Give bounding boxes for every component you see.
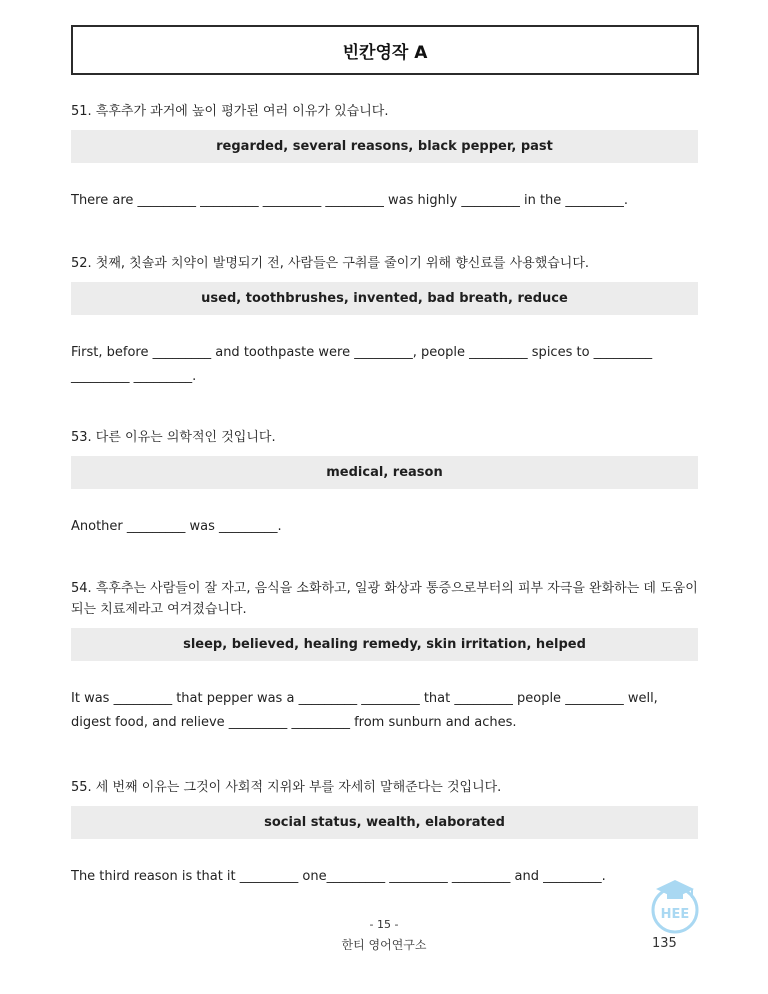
word-hint-box: social status, wealth, elaborated: [71, 806, 698, 839]
answer-sentence: The third reason is that it _________ one_________ _________ _________ and _________.: [71, 869, 606, 884]
answer-sentence: Another _________ was _________.: [71, 519, 282, 534]
question-54: [71, 578, 698, 735]
word-hint-box: used, toothbrushes, invented, bad breath, reduce: [71, 282, 698, 315]
page-number: - 15 -: [369, 918, 399, 931]
question-51: [71, 101, 698, 213]
answer-sentence: There are _________ _________ _________ _________ was highly _________ in the _________.: [71, 193, 629, 208]
question-55: [71, 777, 698, 889]
question-52: [71, 253, 698, 389]
answer-sentence: It was _________ that pepper was a _________ _________ that _________ people _________ well, digest food, and relieve _________ _________ from sunburn and aches.: [71, 691, 658, 730]
answer-sentence: First, before _________ and toothpaste were _________, people _________ spices to _________ _________ _________.: [71, 345, 653, 384]
hee-logo-icon: [648, 878, 702, 934]
question-prompt: 54. 흑후추는 사람들이 잘 자고, 음식을 소화하고, 일광 화상과 통증으로부터의 피부 자극을 완화하는 데 도움이 되는 치료제라고 여겨졌습니다.: [71, 581, 698, 617]
organization-name: 한티 영어연구소: [341, 938, 427, 952]
question-prompt: 55. 세 번째 이유는 그것이 사회적 지위와 부를 자세히 말해준다는 것입니다.: [71, 780, 502, 795]
word-hint-box: sleep, believed, healing remedy, skin irritation, helped: [71, 628, 698, 661]
corner-page-number: 135: [652, 936, 677, 951]
question-prompt: 51. 흑후추가 과거에 높이 평가된 여러 이유가 있습니다.: [71, 104, 389, 119]
word-hint-box: regarded, several reasons, black pepper, past: [71, 130, 698, 163]
worksheet-title: 빈칸영작 A: [71, 25, 699, 75]
question-prompt: 53. 다른 이유는 의학적인 것입니다.: [71, 430, 276, 445]
logo-text: HEE: [660, 907, 690, 922]
question-prompt: 52. 첫째, 칫솔과 치약이 발명되기 전, 사람들은 구취를 줄이기 위해 향신료를 사용했습니다.: [71, 256, 590, 271]
word-hint-box: medical, reason: [71, 456, 698, 489]
question-53: [71, 427, 698, 539]
